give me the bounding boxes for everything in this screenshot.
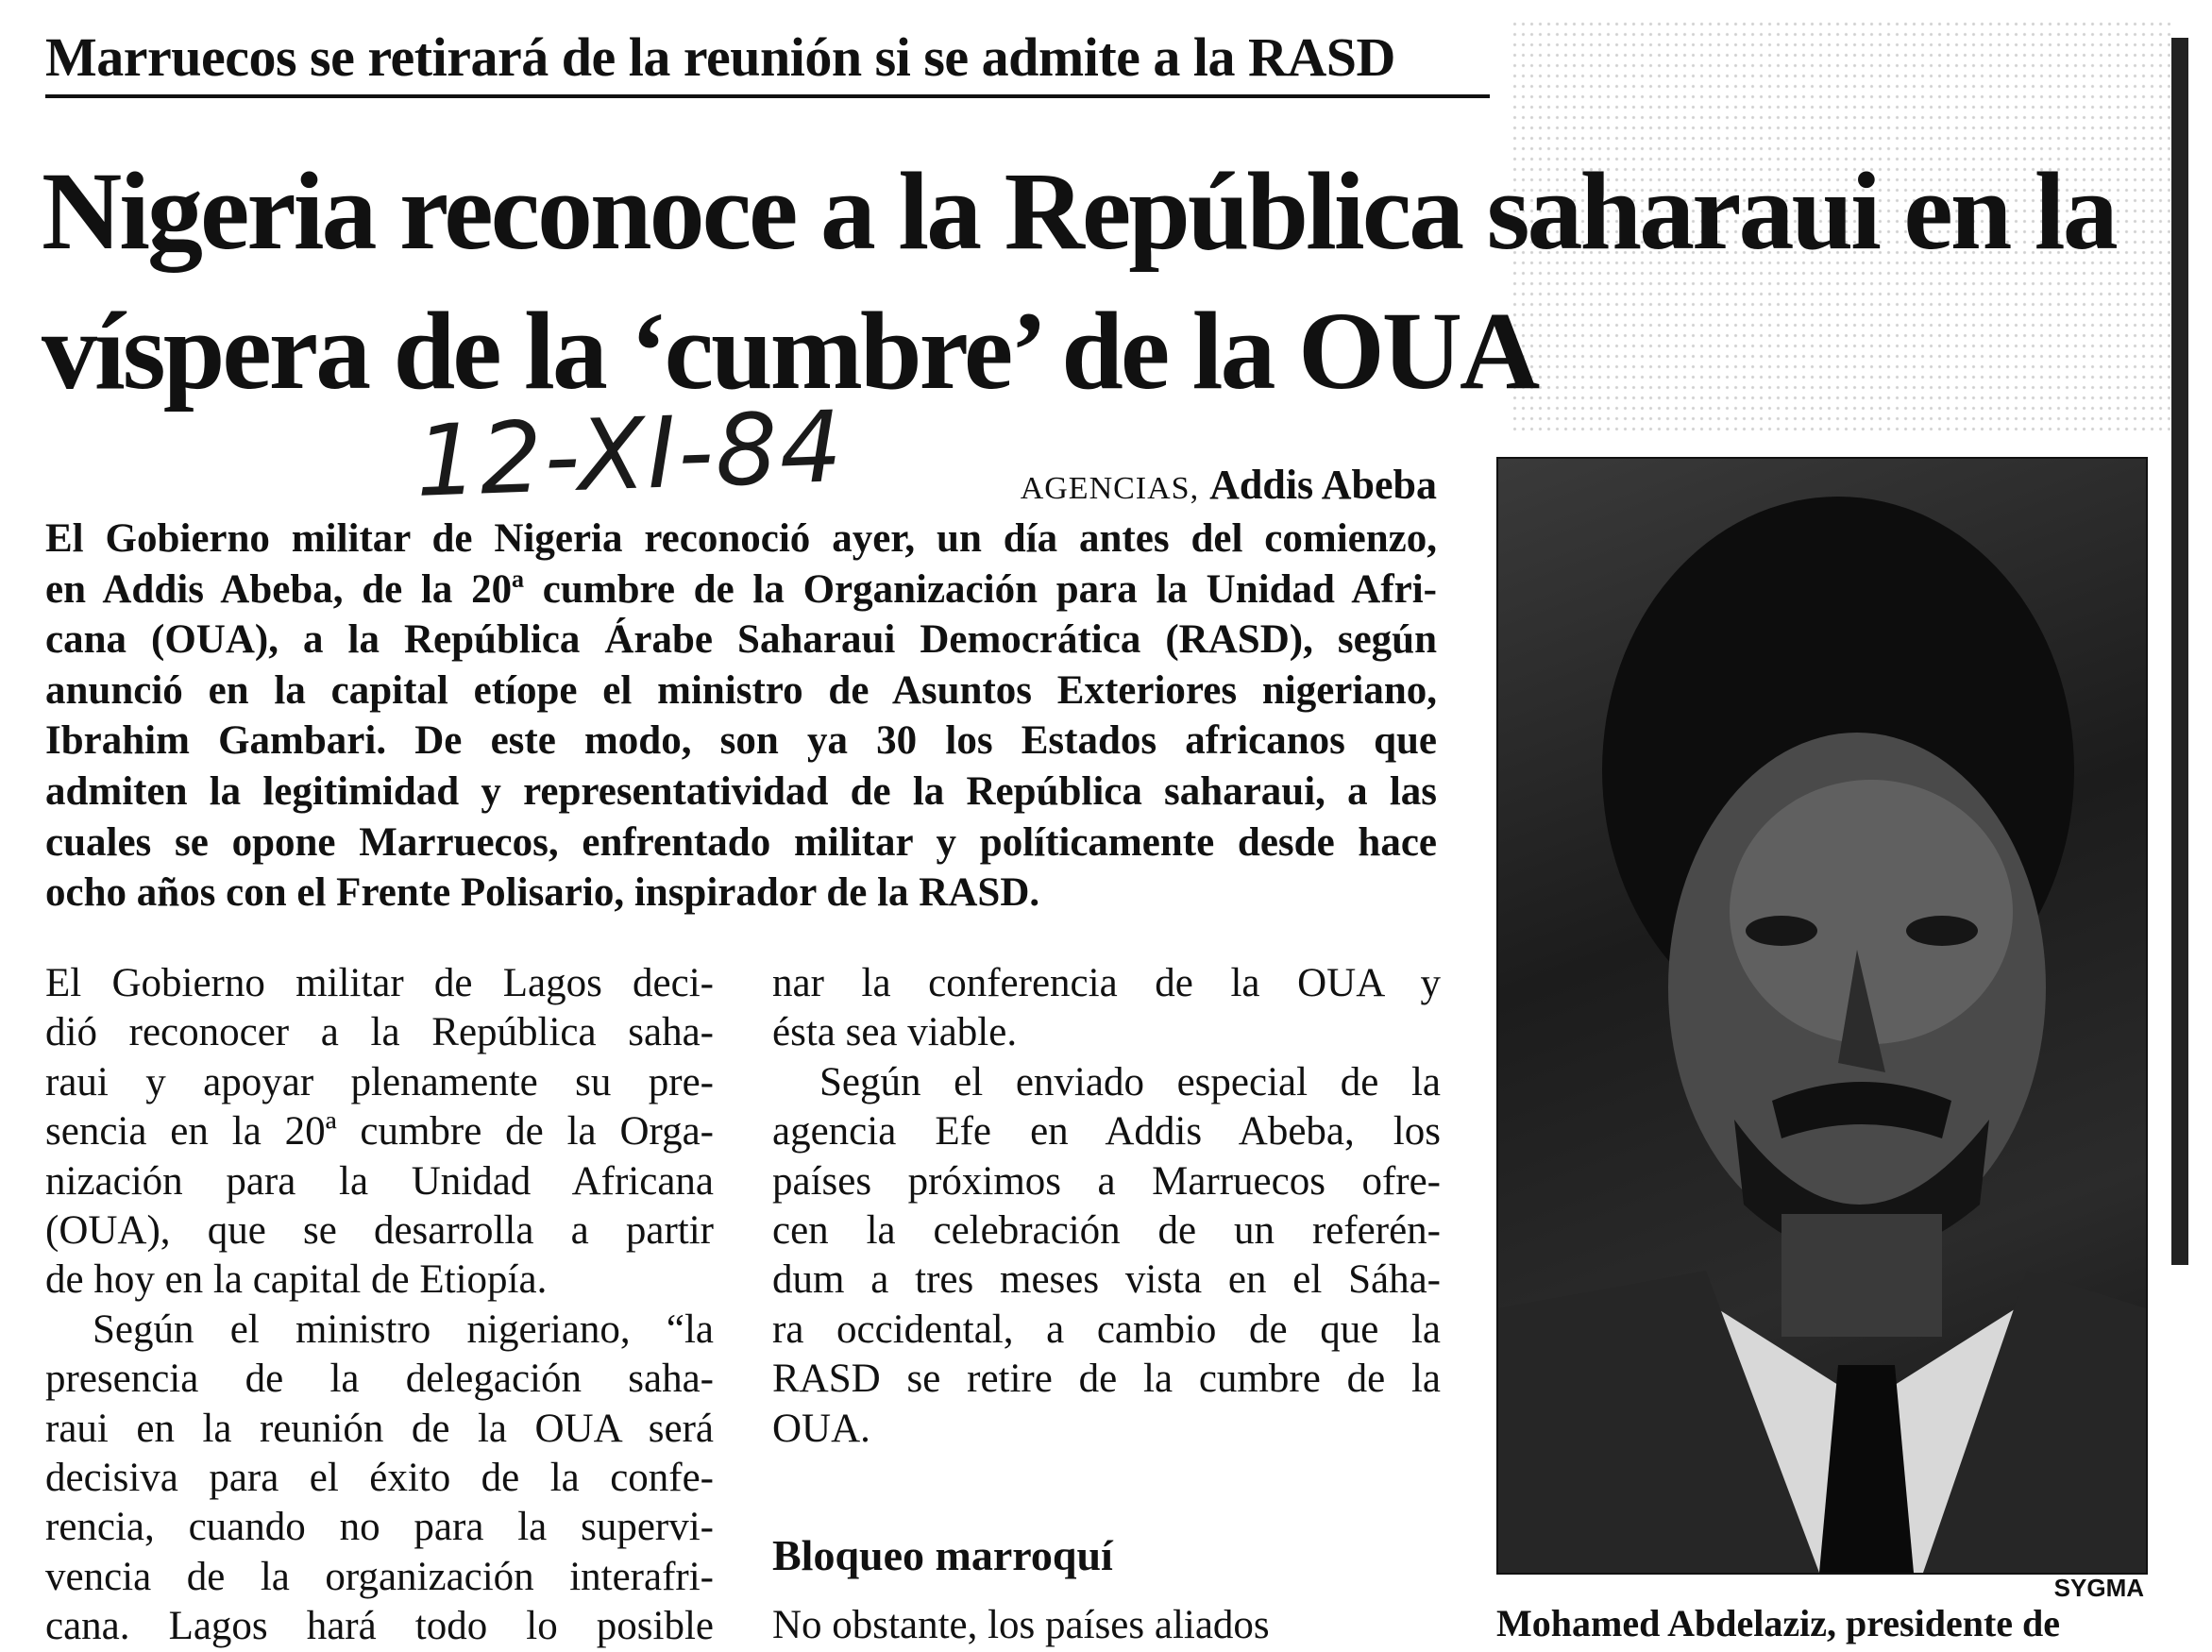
headline-line-2: víspera de la ‘cumbre’ de la OUA [42, 289, 1538, 413]
lead-line: El Gobierno militar de Nigeria reconoció ayer, un día antes del comienzo, [45, 516, 1437, 561]
section-subhead: Bloqueo marroquí [772, 1531, 1113, 1580]
kicker-headline: Marruecos se retirará de la reunión si se admite a la RASD [45, 21, 1490, 98]
middle-column-continued: No obstante, los países aliados [772, 1603, 1270, 1648]
lead-line: ocho años con el Frente Polisario, inspirador de la RASD. [45, 870, 1040, 916]
main-headline [42, 142, 2116, 421]
body-line: (OUA), que se desarrolla a partir [45, 1208, 714, 1254]
body-line: Según el enviado especial de la [819, 1059, 1441, 1104]
dateline-agency: AGENCIAS, [1020, 471, 1200, 506]
body-line: agencia Efe en Addis Abeba, los [772, 1109, 1441, 1155]
body-line: dió reconocer a la República saha- [45, 1010, 714, 1055]
body-line: ra occidental, a cambio de que la [772, 1306, 1441, 1352]
lead-paragraph [45, 514, 1437, 919]
body-line: raui en la reunión de la OUA será [45, 1406, 714, 1451]
body-line: dum a tres meses vista en el Sáha- [772, 1257, 1441, 1303]
dateline-place: Addis Abeba [1209, 462, 1437, 508]
portrait-illustration [1498, 459, 2146, 1573]
body-line: países próximos a Marruecos ofre- [772, 1158, 1441, 1204]
lead-line: cana (OUA), a la República Árabe Saharaui Democrática (RASD), según [45, 617, 1437, 663]
body-line: Según el ministro nigeriano, “la [93, 1306, 714, 1352]
body-column-middle [772, 959, 1441, 1648]
body-line: OUA. [772, 1406, 870, 1451]
body-line: El Gobierno militar de Lagos deci- [45, 961, 714, 1005]
body-column-left [45, 959, 714, 1652]
body-line: RASD se retire de la cumbre de la [772, 1357, 1441, 1402]
body-line: nización para la Unidad Africana [45, 1158, 714, 1204]
lead-line: admiten la legitimidad y representatividad de la República saharaui, a las [45, 768, 1437, 814]
body-line: de hoy en la capital de Etiopía. [45, 1257, 548, 1303]
dateline [45, 461, 1437, 514]
lead-line: cuales se opone Marruecos, enfrentado militar y políticamente desde hace [45, 819, 1437, 865]
body-line: cen la celebración de un referén- [772, 1208, 1441, 1254]
handwritten-date: 12-XI-84 [414, 389, 846, 519]
lead-line: anunció en la capital etíope el ministro de Asuntos Exteriores nigeriano, [45, 667, 1437, 713]
photo-credit: SYGMA [2053, 1574, 2144, 1602]
body-line: decisiva para el éxito de la confe- [45, 1456, 714, 1501]
middle-column-text [772, 959, 1441, 1454]
photo-caption: Mohamed Abdelaziz, presidente de [1496, 1602, 2061, 1644]
body-line: nar la conferencia de la OUA y [772, 961, 1441, 1005]
lead-line: en Addis Abeba, de la 20ª cumbre de la Organización para la Unidad Afri- [45, 566, 1437, 612]
scan-edge-bar [2171, 38, 2188, 1265]
body-line: vencia de la organización interafri- [45, 1554, 714, 1599]
body-line: ésta sea viable. [772, 1010, 1018, 1055]
body-line: cana. Lagos hará todo lo posible [45, 1604, 714, 1649]
lead-line: Ibrahim Gambari. De este modo, son ya 30 los Estados africanos que [45, 718, 1437, 764]
headline-line-1: Nigeria reconoce a la República saharaui en la [42, 149, 2116, 273]
body-line: sencia en la 20ª cumbre de la Orga- [45, 1109, 714, 1155]
body-line: presencia de la delegación saha- [45, 1357, 714, 1402]
portrait-photo [1496, 457, 2148, 1575]
body-line: rencia, cuando no para la supervi- [45, 1505, 714, 1550]
body-line: raui y apoyar plenamente su pre- [45, 1059, 714, 1104]
